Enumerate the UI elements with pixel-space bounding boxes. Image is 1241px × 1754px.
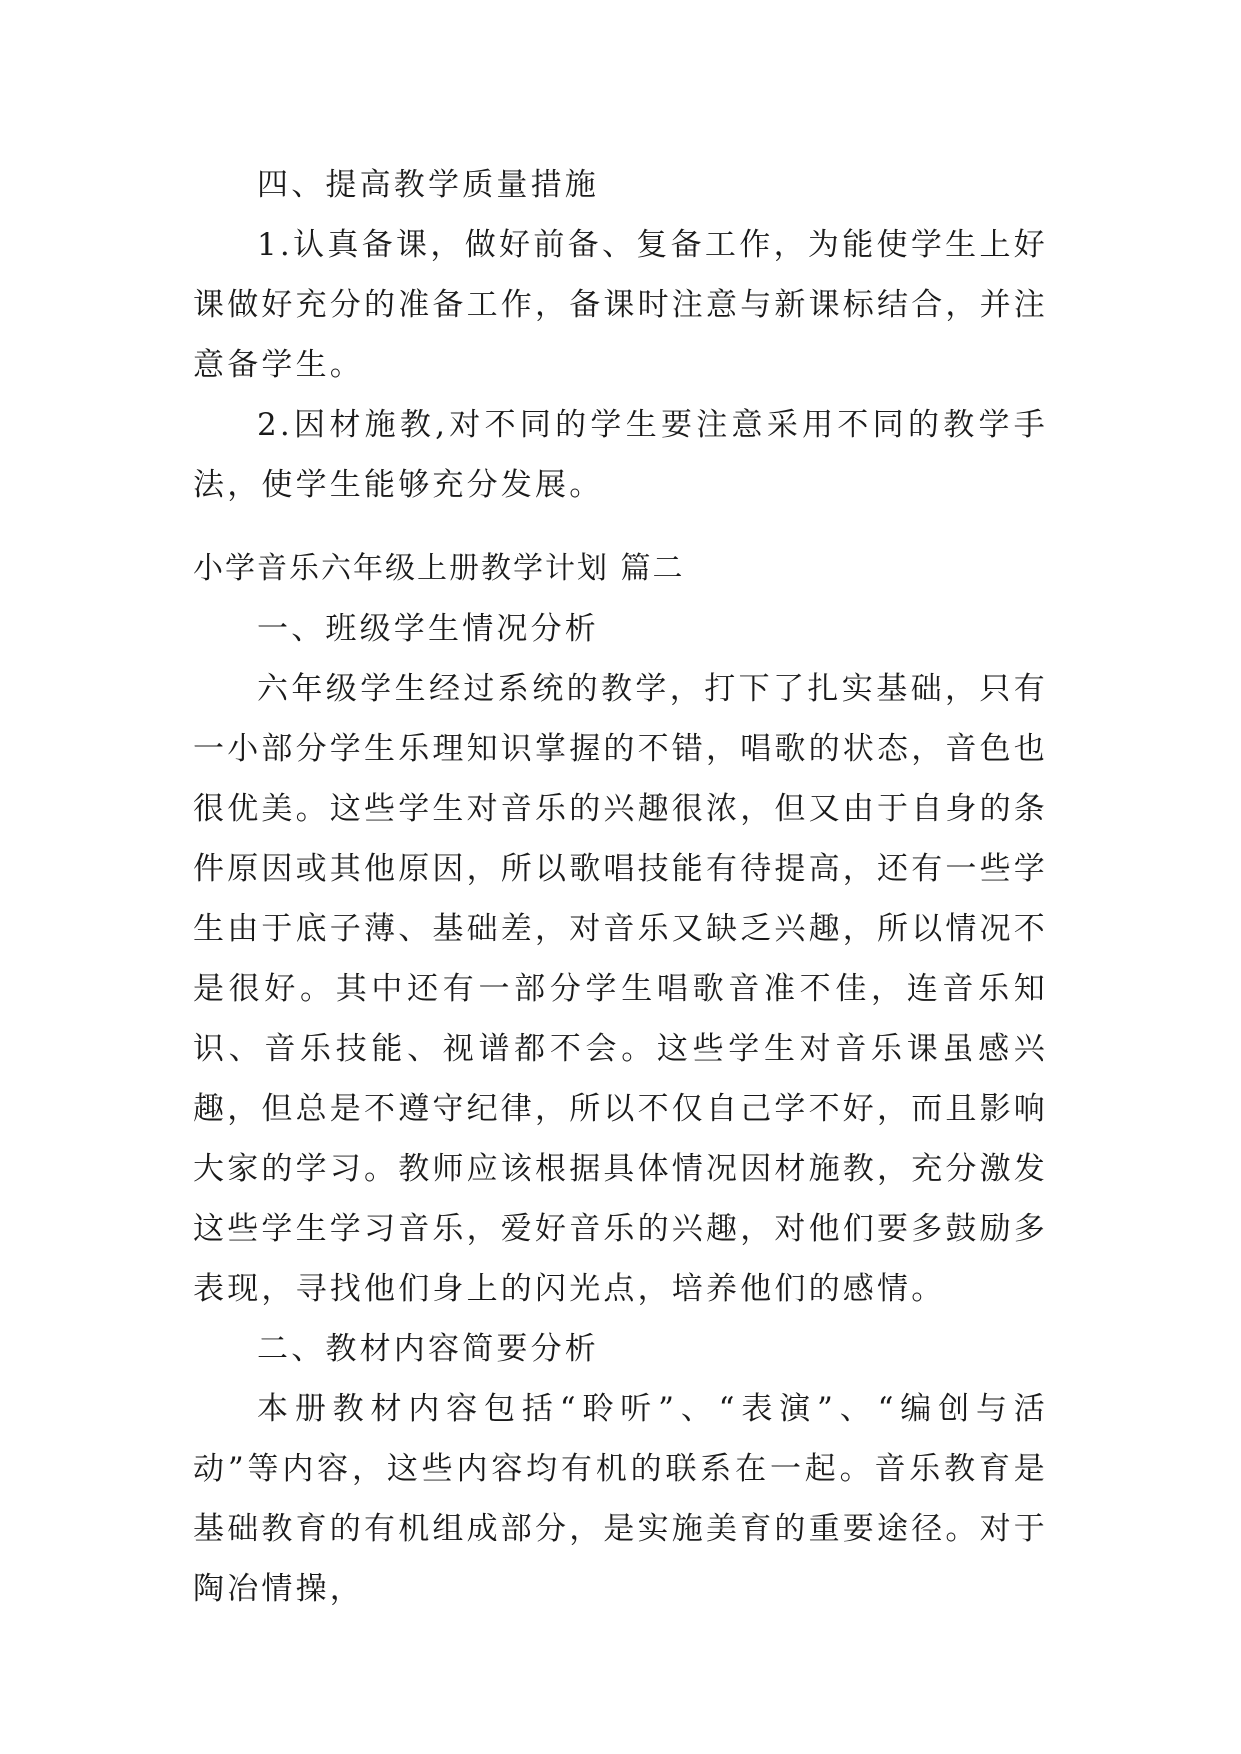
paragraph-textbook-analysis: 本册教材内容包括“聆听”、“表演”、“编创与活动”等内容，这些内容均有机的联系在一起。音乐教育是基础教育的有机组成部分，是实施美育的重要途径。对于陶冶情操， bbox=[193, 1391, 1048, 1607]
section-heading-measures: 四、提高教学质量措施 bbox=[257, 167, 599, 203]
document-body bbox=[193, 155, 1048, 1619]
section-spacer bbox=[193, 515, 1048, 539]
paragraph-measure-1: 1.认真备课，做好前备、复备工作，为能使学生上好课做好充分的准备工作，备课时注意与新课标结合，并注意备学生。 bbox=[193, 227, 1048, 383]
section-heading-textbook-analysis: 二、教材内容简要分析 bbox=[257, 1331, 599, 1367]
paragraph-measure-2: 2.因材施教,对不同的学生要注意采用不同的教学手法，使学生能够充分发展。 bbox=[193, 407, 1048, 503]
section-heading-student-analysis: 一、班级学生情况分析 bbox=[257, 611, 599, 647]
document-part-title: 小学音乐六年级上册教学计划 篇二 bbox=[193, 551, 685, 586]
paragraph-student-analysis: 六年级学生经过系统的教学，打下了扎实基础，只有一小部分学生乐理知识掌握的不错，唱歌的状态，音色也很优美。这些学生对音乐的兴趣很浓，但又由于自身的条件原因或其他原因，所以歌唱技能有待提高，还有一些学生由于底子薄、基础差，对音乐又缺乏兴趣，所以情况不是很好。其中还有一部分学生唱歌音准不佳，连音乐知识、音乐技能、视谱都不会。这些学生对音乐课虽感兴趣，但总是不遵守纪律，所以不仅自己学不好，而且影响大家的学习。教师应该根据具体情况因材施教，充分激发这些学生学习音乐，爱好音乐的兴趣，对他们要多鼓励多表现，寻找他们身上的闪光点，培养他们的感情。 bbox=[193, 671, 1048, 1307]
